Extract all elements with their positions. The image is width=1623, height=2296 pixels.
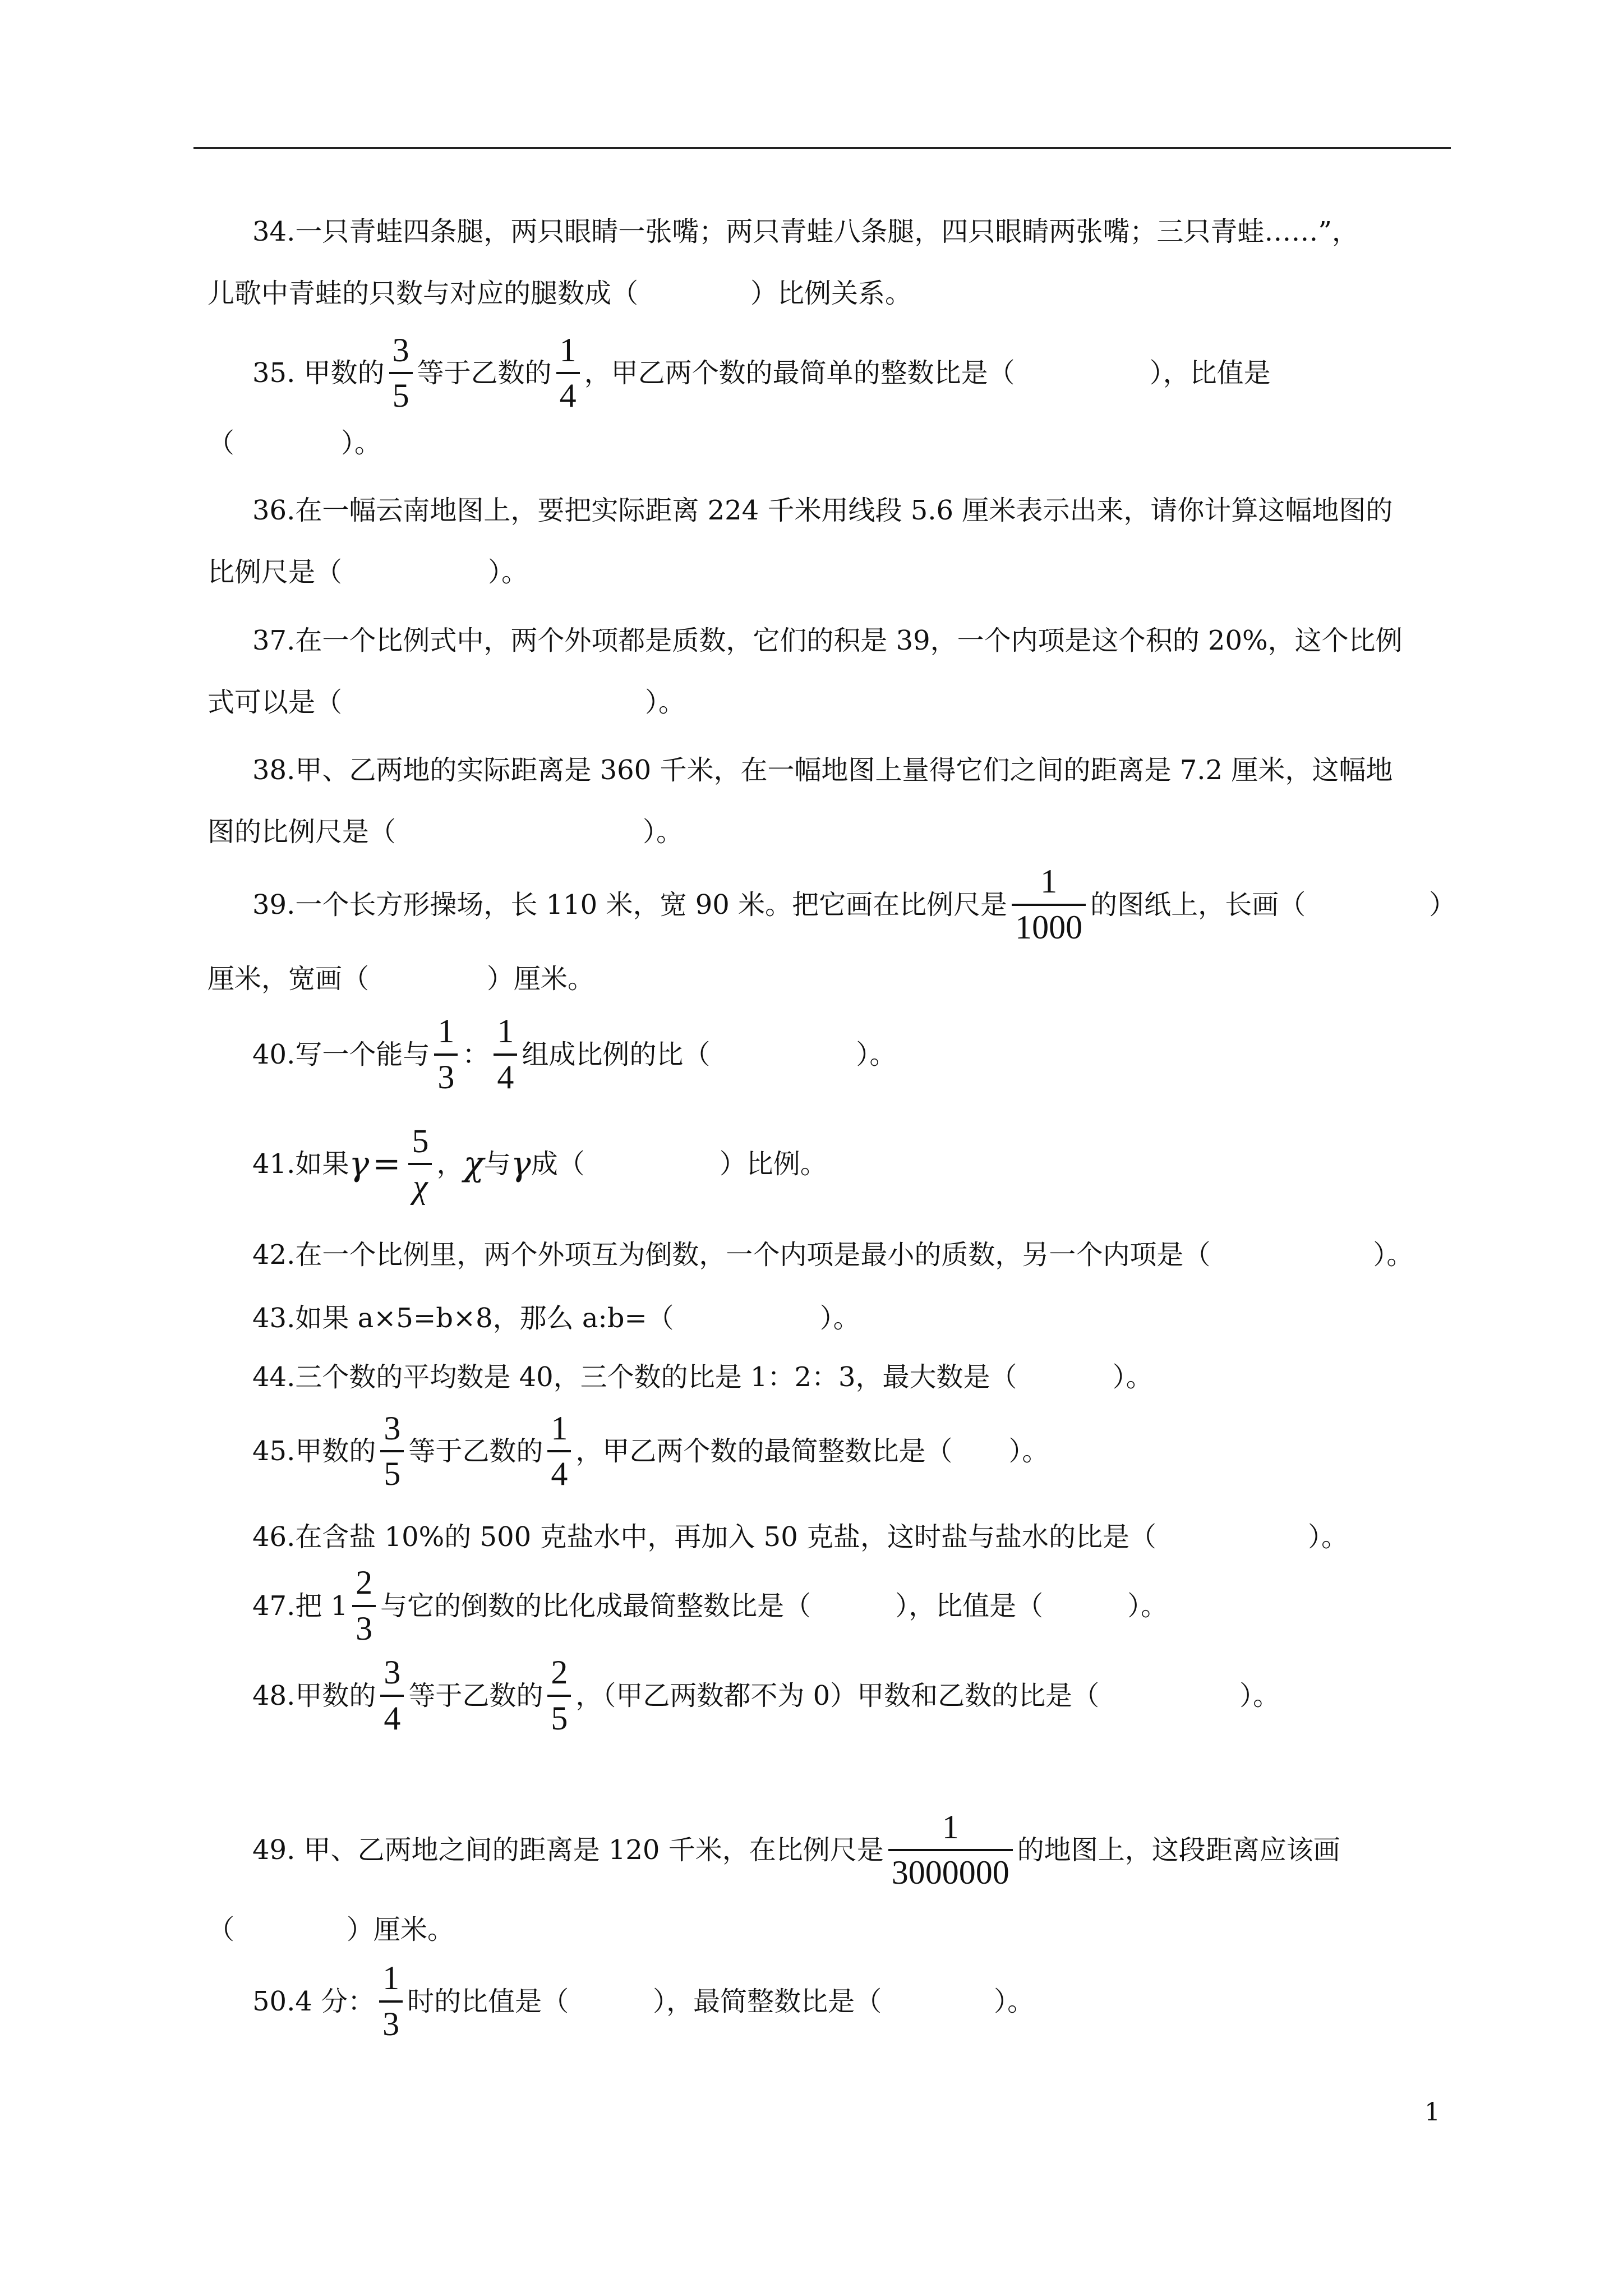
- question-37-line1: 37.在一个比例式中，两个外项都是质数，它们的积是 39，一个内项是这个积的 20%，这个比例: [252, 625, 1403, 656]
- question-36-line2: 比例尺是（ ）。: [208, 556, 529, 588]
- question-49-line1: 49. 甲、乙两地之间的距离是 120 千米，在比例尺是 $\frac{1}{3000000}$ 的地图上，这段距离应该画: [252, 1808, 1340, 1891]
- question-49-line2: （ ）厘米。: [208, 1914, 455, 1945]
- question-39-line1: 39.一个长方形操场，长 110 米，宽 90 米。把它画在比例尺是 $\frac{1}{1000}$ 的图纸上，长画（ ）: [252, 863, 1456, 946]
- question-38-line2: 图的比例尺是（ ）。: [208, 816, 684, 848]
- question-38-line1: 38.甲、乙两地的实际距离是 360 千米，在一幅地图上量得它们之间的距离是 7.2 厘米，这幅地: [252, 754, 1393, 786]
- question-35-line2: （ ）。: [208, 427, 382, 459]
- question-37-line2: 式可以是（ ）。: [208, 687, 686, 718]
- fraction-1-1000: $\frac{1}{1000}$: [1012, 863, 1086, 946]
- question-40: 40.写一个能与 $\frac{1}{3}$ ： $\frac{1}{4}$ 组成比例的比（ ）。: [252, 1013, 897, 1096]
- question-41: 41.如果 γ = $\frac{5}{\chi}$ ， χ 与 γ 成（ ）比例。: [252, 1122, 827, 1205]
- fraction-3-4: $\frac{3}{4}$: [380, 1654, 404, 1737]
- fraction-1-3: $\frac{1}{3}$: [379, 1959, 403, 2042]
- fraction-1-4: $\frac{1}{4}$: [556, 332, 580, 415]
- question-45: 45.甲数的 $\frac{3}{5}$ 等于乙数的 $\frac{1}{4}$ ，甲乙两个数的最简整数比是（ ）。: [252, 1409, 1049, 1492]
- variable-chi: χ: [463, 1144, 484, 1184]
- header-rule: [193, 147, 1451, 149]
- question-42: 42.在一个比例里，两个外项互为倒数，一个内项是最小的质数，另一个内项是（ ）。: [252, 1239, 1414, 1271]
- question-39-line2: 厘米，宽画（ ）厘米。: [208, 963, 595, 995]
- fraction-1-3: $\frac{1}{3}$: [434, 1013, 458, 1096]
- question-46: 46.在含盐 10%的 500 克盐水中，再加入 50 克盐，这时盐与盐水的比是（ ）。: [252, 1521, 1349, 1553]
- fraction-2-3: $\frac{2}{3}$: [352, 1564, 376, 1647]
- question-34-line2: 儿歌中青蛙的只数与对应的腿数成（ ）比例关系。: [208, 278, 912, 309]
- question-44: 44.三个数的平均数是 40，三个数的比是 1：2：3，最大数是（ ）。: [252, 1361, 1153, 1393]
- question-50: 50.4 分： $\frac{1}{3}$ 时的比值是（ ），最简整数比是（ ）。: [252, 1959, 1035, 2042]
- question-36-line1: 36.在一幅云南地图上，要把实际距离 224 千米用线段 5.6 厘米表示出来，请你计算这幅地图的: [252, 495, 1393, 526]
- fraction-3-5: $\frac{3}{5}$: [380, 1410, 404, 1493]
- question-34-line1: 34.一只青蛙四条腿，两只眼睛一张嘴；两只青蛙八条腿，四只眼睛两张嘴；三只青蛙……”，: [252, 216, 1359, 247]
- question-48: 48.甲数的 $\frac{3}{4}$ 等于乙数的 $\frac{2}{5}$ ，（甲乙两数都不为 0）甲数和乙数的比是（ ）。: [252, 1654, 1280, 1737]
- variable-gamma: γ: [349, 1144, 370, 1184]
- fraction-1-3000000: $\frac{1}{3000000}$: [888, 1809, 1013, 1892]
- fraction-3-5: $\frac{3}{5}$: [389, 332, 413, 415]
- fraction-5-chi: $\frac{5}{\chi}$: [408, 1122, 432, 1205]
- question-47: 47.把 1 $\frac{2}{3}$ 与它的倒数的比化成最简整数比是（ ），比值是（ ）。: [252, 1564, 1168, 1647]
- fraction-1-4: $\frac{1}{4}$: [547, 1410, 571, 1493]
- question-43: 43.如果 a×5=b×8，那么 a:b=（ ）。: [252, 1303, 860, 1334]
- question-35-line1: 35. 甲数的 $\frac{3}{5}$ 等于乙数的 $\frac{1}{4}$ ，甲乙两个数的最简单的整数比是（ ），比值是: [252, 331, 1271, 414]
- fraction-2-5: $\frac{2}{5}$: [547, 1654, 571, 1737]
- page-number: 1: [1424, 2098, 1440, 2127]
- variable-gamma: γ: [510, 1144, 531, 1184]
- fraction-1-4: $\frac{1}{4}$: [494, 1013, 517, 1096]
